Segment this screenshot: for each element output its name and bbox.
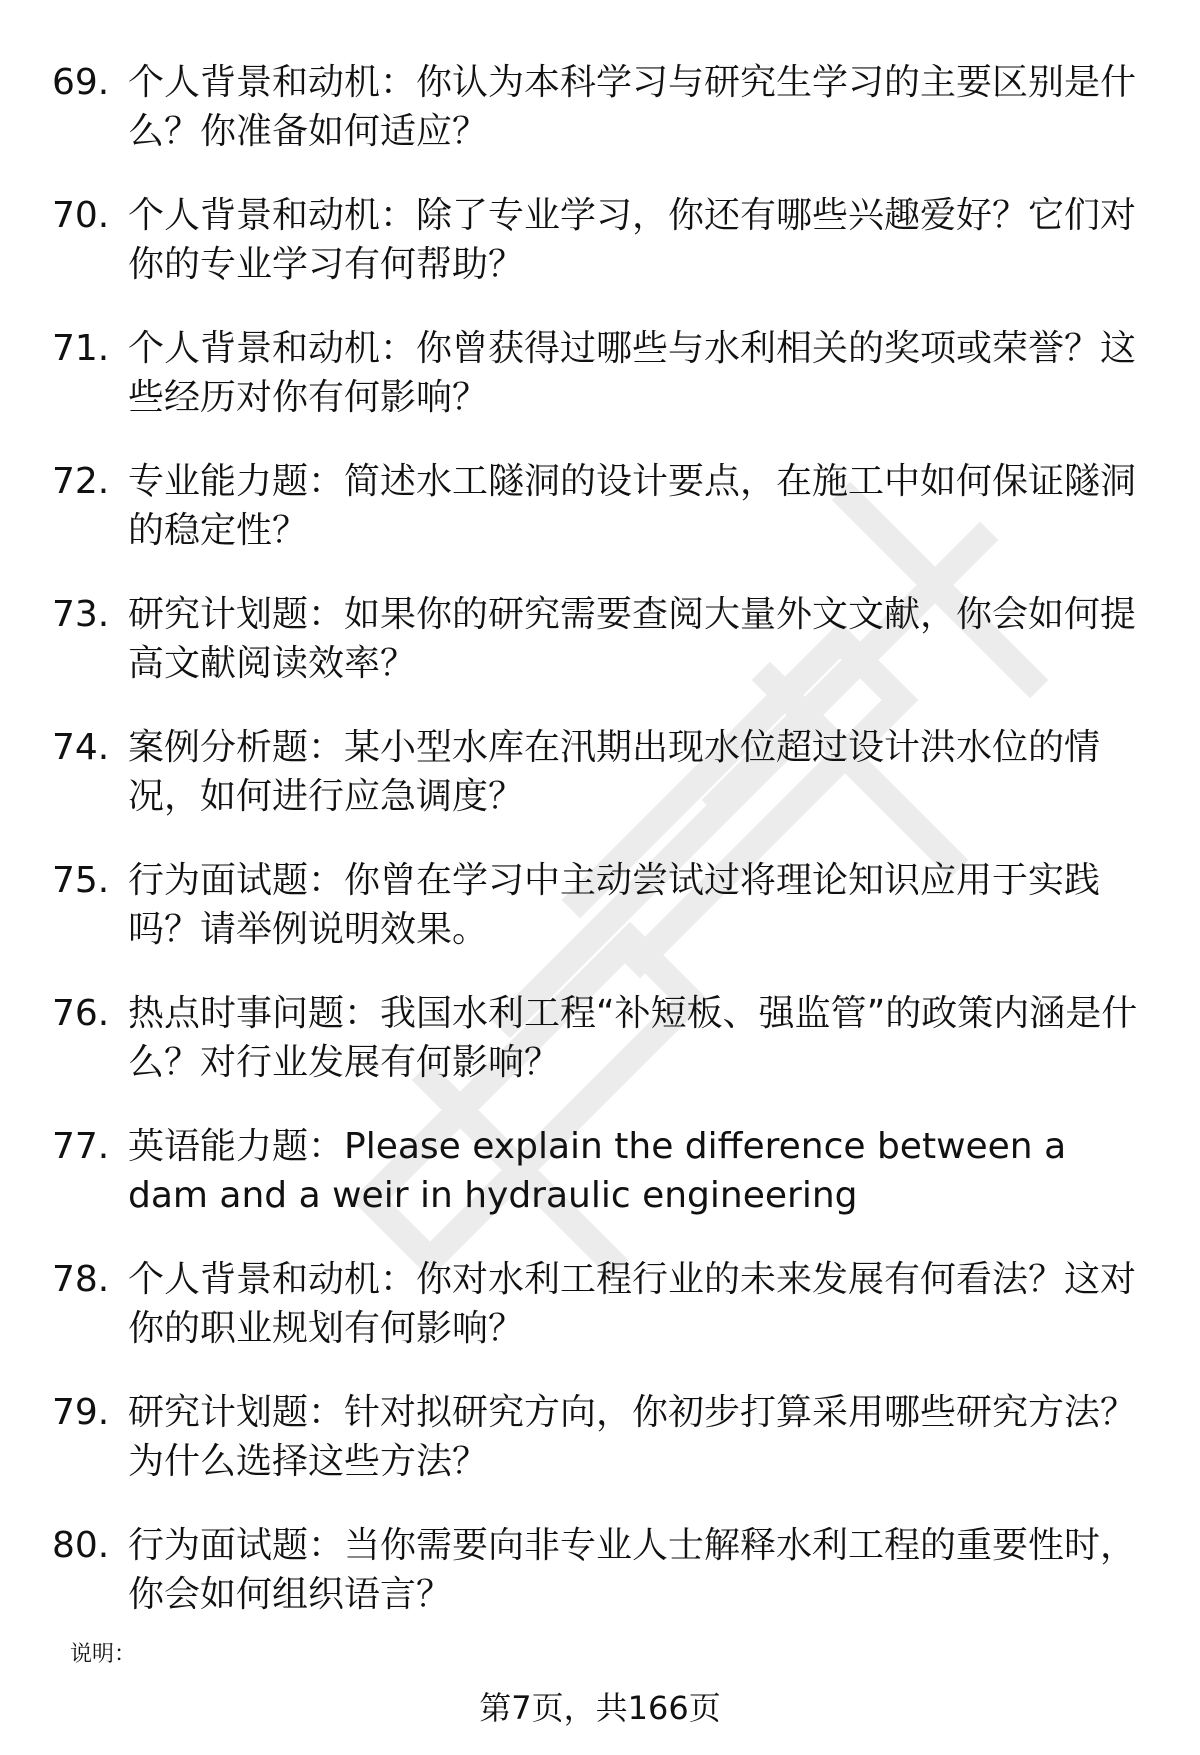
list-item xyxy=(52,1388,1152,1486)
list-item xyxy=(52,1521,1152,1619)
question-text: 个人背景和动机：你曾获得过哪些与水利相关的奖项或荣誉？这些经历对你有何影响？ xyxy=(128,328,1137,418)
question-number: 78. xyxy=(52,1259,110,1300)
question-number: 69. xyxy=(52,62,110,103)
question-text: 个人背景和动机：你认为本科学习与研究生学习的主要区别是什么？你准备如何适应？ xyxy=(128,62,1137,152)
question-text: 个人背景和动机：你对水利工程行业的未来发展有何看法？这对你的职业规划有何影响？ xyxy=(128,1259,1137,1349)
question-number: 77. xyxy=(52,1126,110,1167)
list-item xyxy=(52,590,1152,688)
list-item xyxy=(52,1122,1152,1220)
question-number: 76. xyxy=(52,993,110,1034)
question-text: 案例分析题：某小型水库在汛期出现水位超过设计洪水位的情况，如何进行应急调度？ xyxy=(128,727,1101,817)
note-label: 说明： xyxy=(70,1642,137,1667)
list-item xyxy=(52,1255,1152,1353)
question-text: 专业能力题：简述水工隧洞的设计要点，在施工中如何保证隧洞的稳定性？ xyxy=(128,461,1137,551)
question-number: 79. xyxy=(52,1392,110,1433)
question-number: 70. xyxy=(52,195,110,236)
question-number: 80. xyxy=(52,1525,110,1566)
list-item xyxy=(52,723,1152,821)
list-item xyxy=(52,457,1152,555)
question-text: 行为面试题：当你需要向非专业人士解释水利工程的重要性时，你会如何组织语言？ xyxy=(128,1525,1137,1615)
list-item xyxy=(52,324,1152,422)
question-number: 72. xyxy=(52,461,110,502)
list-item xyxy=(52,856,1152,954)
list-item xyxy=(52,191,1152,289)
question-text: 研究计划题：如果你的研究需要查阅大量外文文献，你会如何提高文献阅读效率？ xyxy=(128,594,1137,684)
question-text: 热点时事问题：我国水利工程“补短板、强监管”的政策内涵是什么？对行业发展有何影响？ xyxy=(128,993,1138,1083)
list-item xyxy=(52,58,1152,156)
list-item xyxy=(52,989,1152,1087)
question-text: 个人背景和动机：除了专业学习，你还有哪些兴趣爱好？它们对你的专业学习有何帮助？ xyxy=(128,195,1137,285)
question-number: 75. xyxy=(52,860,110,901)
question-text: 行为面试题：你曾在学习中主动尝试过将理论知识应用于实践吗？请举例说明效果。 xyxy=(128,860,1101,950)
question-list xyxy=(52,58,1152,1654)
question-number: 71. xyxy=(52,328,110,369)
question-number: 74. xyxy=(52,727,110,768)
question-number: 73. xyxy=(52,594,110,635)
page-number: 第7页，共166页 xyxy=(479,1689,721,1727)
question-text: 研究计划题：针对拟研究方向，你初步打算采用哪些研究方法？为什么选择这些方法？ xyxy=(128,1392,1137,1482)
question-text: 英语能力题：Please explain the difference between a dam and a weir in hydraulic engineering xyxy=(128,1126,1067,1216)
